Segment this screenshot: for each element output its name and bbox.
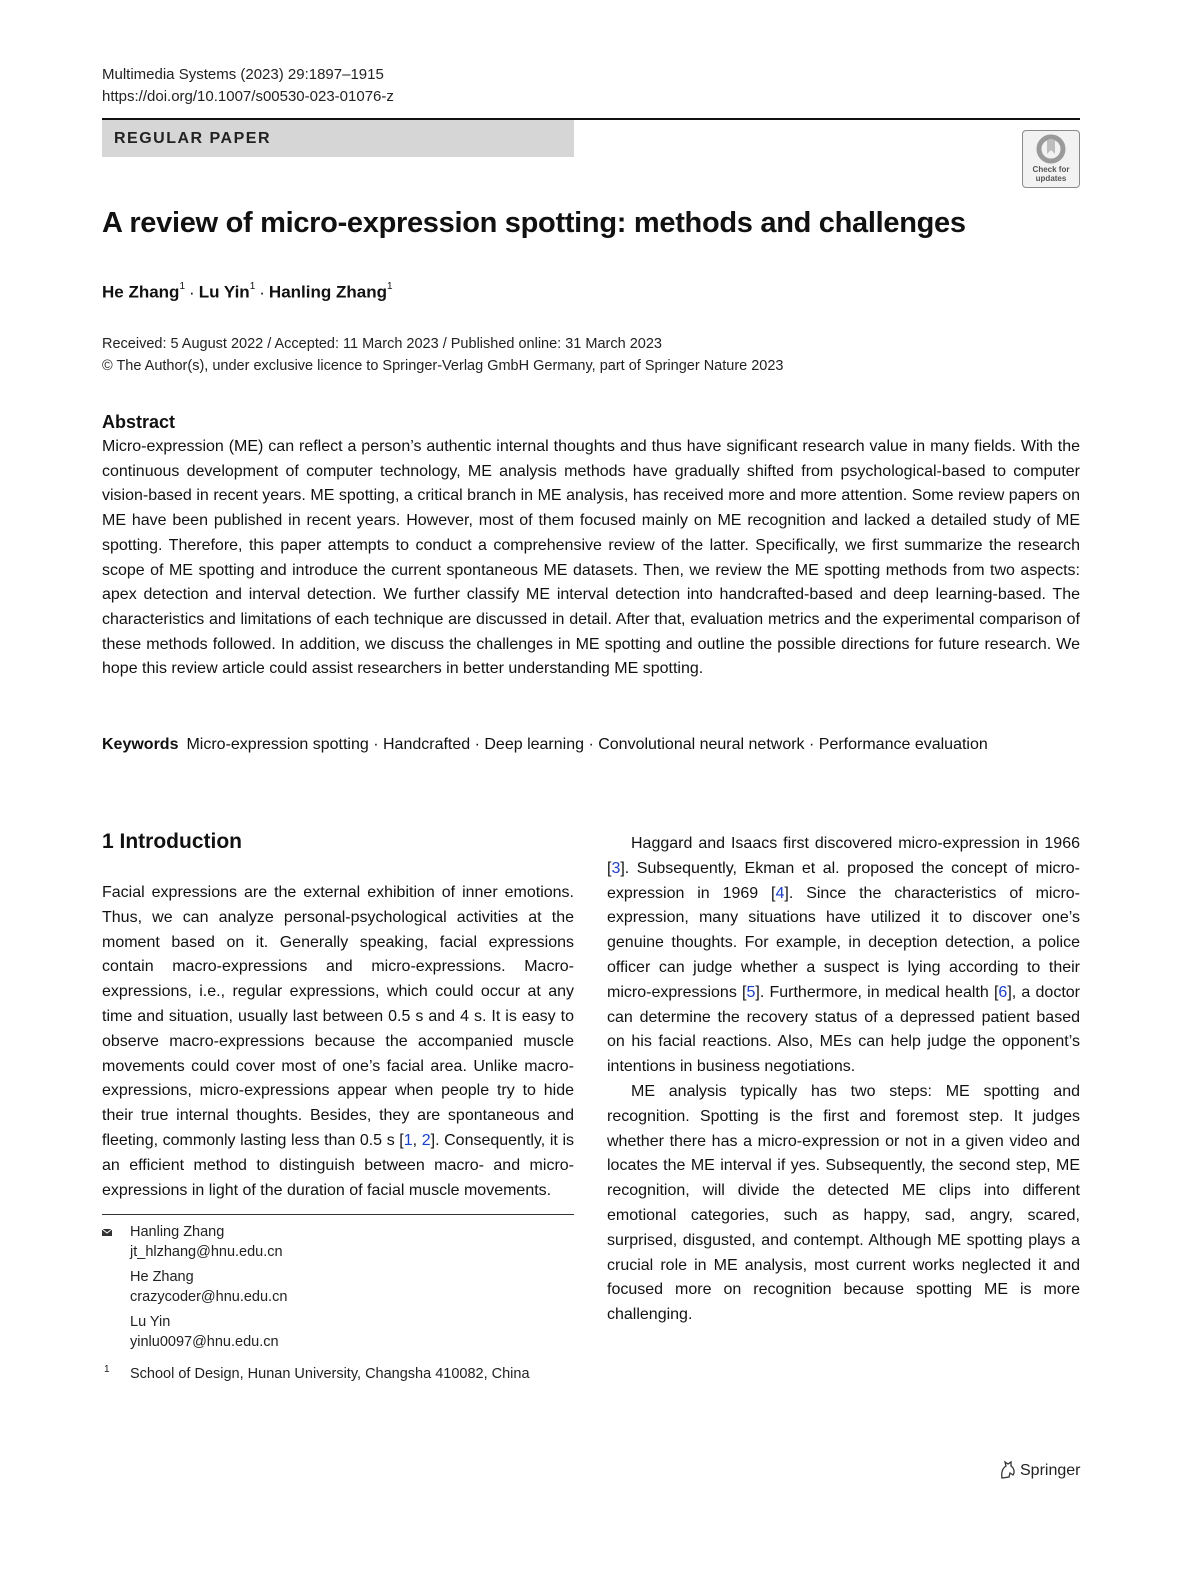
- section-heading: 1 Introduction: [102, 830, 242, 853]
- contact-name: Hanling Zhang: [130, 1224, 225, 1240]
- corresponding-author: [102, 1222, 574, 1262]
- affiliation-text: School of Design, Hunan University, Changsha 410082, China: [130, 1366, 530, 1382]
- author-affil: 1: [179, 281, 186, 292]
- footnote-rule: [102, 1214, 574, 1215]
- affiliation-marker: 1: [104, 1364, 110, 1375]
- paragraph: ME analysis typically has two steps: ME spotting and recognition. Spotting is the first and foremost step. It judges whether there has a micro-expression or not in a given video and locates the ME interval if yes. Subsequently, the second step, ME recognition, will divide the detected ME clips into different emotional categories, such as happy, sad, angry, scared, surprised, disgusted, and contempt. Although ME spotting plays a crucial role in ME analysis, most current works neglected it and focused more on recognition because spotting ME is more challenging.: [607, 1082, 1080, 1324]
- right-column: [607, 832, 1080, 1328]
- author-separator: ·: [189, 282, 195, 302]
- paragraph: [102, 881, 574, 1203]
- publisher-name: Springer: [1020, 1462, 1081, 1479]
- envelope-icon: [102, 1229, 112, 1236]
- author-name[interactable]: Lu Yin: [198, 282, 250, 302]
- journal-citation: Multimedia Systems (2023) 29:1897–1915: [102, 66, 384, 83]
- citation-link[interactable]: 6: [998, 983, 1008, 1001]
- author-contact: [102, 1267, 574, 1307]
- check-for-updates-badge[interactable]: [1022, 130, 1080, 188]
- contact-email[interactable]: crazycoder@hnu.edu.cn: [130, 1289, 288, 1305]
- author-affil: 1: [386, 281, 393, 292]
- author-name[interactable]: He Zhang: [102, 282, 180, 302]
- footnotes: [102, 1222, 574, 1389]
- paper-title: A review of micro-expression spotting: methods and challenges: [102, 207, 966, 239]
- paragraph-text: Facial expressions are the external exhibition of inner emotions. Thus, we can analyze personal-psychological activities at the moment based on it. Generally speaking, facial expressions contain macro-expressions and micro-expressions. Macro-expressions, i.e., regular expressions, which could occur at any time and situation, usually last between 0.5 s and 4 s. It is easy to observe macro-expressions because the accompanied muscle movements could cover most of one’s facial area. Unlike macro-expressions, micro-expressions appear when people try to hide their true internal thoughts. Besides, they are spontaneous and fleeting, commonly lasting less than 0.5 s [: [102, 884, 574, 1149]
- author-affil: 1: [249, 281, 256, 292]
- contact-name: He Zhang: [130, 1269, 194, 1285]
- citation-link[interactable]: 3: [611, 859, 621, 877]
- paragraph-text: ]. Since the characteristics of micro-expression, many situations have utilized it to discover one’s genuine thoughts. For example, in deception detection, a police officer can judge whether a suspect is lying according to their micro-expressions [: [607, 884, 1081, 1001]
- author-contact: [102, 1312, 574, 1352]
- springer-horse-icon: [998, 1460, 1016, 1480]
- check-for-updates-label: Check for updates: [1032, 165, 1070, 183]
- keywords-label: Keywords: [102, 736, 179, 753]
- affiliation: [102, 1364, 574, 1384]
- paragraph-text: Haggard and Isaacs first discovered micro-expression in 1966 [: [607, 835, 1080, 877]
- citation-link[interactable]: 2: [421, 1131, 431, 1149]
- citation-link[interactable]: 4: [775, 884, 785, 902]
- publication-dates: Received: 5 August 2022 / Accepted: 11 March 2023 / Published online: 31 March 2023: [102, 336, 662, 352]
- article-category-banner: REGULAR PAPER: [102, 120, 574, 157]
- left-column: [102, 825, 574, 1203]
- paragraph-text: ]. Consequently, it is an efficient method to distinguish between macro- and micro-expressions in light of the duration of facial muscle movements.: [102, 1131, 575, 1199]
- copyright-line: © The Author(s), under exclusive licence to Springer-Verlag GmbH Germany, part of Springer Nature 2023: [102, 358, 784, 374]
- abstract-text: Micro-expression (ME) can reflect a person’s authentic internal thoughts and thus have significant research value in many fields. With the continuous development of computer technology, ME analysis methods have gradually shifted from psychological-based to computer vision-based in recent years. ME spotting, a critical branch in ME analysis, has received more and more attention. Some review papers on ME have been published in recent years. However, most of them focused mainly on ME recognition and lacked a detailed study of ME spotting. Therefore, this paper attempts to conduct a comprehensive review of the latter. Specifically, we first summarize the research scope of ME spotting and introduce the current spontaneous ME datasets. Then, we review the ME spotting methods from two aspects: apex detection and interval detection. We further classify ME interval detection into handcrafted-based and deep learning-based. The characteristics and limitations of each technique are discussed in detail. After that, evaluation metrics and the experimental comparison of these methods followed. In addition, we discuss the challenges in ME spotting and outline the possible directions for future research. We hope this review article could assist researchers in better understanding ME spotting.: [102, 438, 1080, 678]
- citation-link[interactable]: 1: [403, 1131, 413, 1149]
- contact-email[interactable]: jt_hlzhang@hnu.edu.cn: [130, 1244, 283, 1260]
- keywords: [102, 733, 1080, 758]
- doi-link[interactable]: https://doi.org/10.1007/s00530-023-01076-z: [102, 88, 394, 105]
- author-name[interactable]: Hanling Zhang: [268, 282, 387, 302]
- bookmark-ring-icon: [1036, 134, 1066, 164]
- author-separator: ·: [259, 282, 265, 302]
- paragraph-text: ]. Subsequently, Ekman et al. proposed the concept of micro-expression in 1969 [: [607, 859, 1080, 902]
- contact-name: Lu Yin: [130, 1314, 171, 1330]
- paragraph-text: ]. Furthermore, in medical health [: [755, 983, 999, 1001]
- contact-email[interactable]: yinlu0097@hnu.edu.cn: [130, 1334, 279, 1350]
- abstract-heading: Abstract: [102, 412, 176, 432]
- keywords-text: Micro-expression spotting · Handcrafted · Deep learning · Convolutional neural network · Performance evaluation: [186, 736, 988, 753]
- paragraph-text: ], a doctor can determine the recovery status of a depressed patient based on his facial reactions. Also, MEs can help judge the opponent’s intentions in business negotiations.: [607, 983, 1080, 1076]
- author-list: [102, 276, 393, 306]
- paragraph: [607, 832, 1080, 1080]
- citation-link[interactable]: 5: [746, 983, 756, 1001]
- citation-separator: ,: [412, 1131, 422, 1149]
